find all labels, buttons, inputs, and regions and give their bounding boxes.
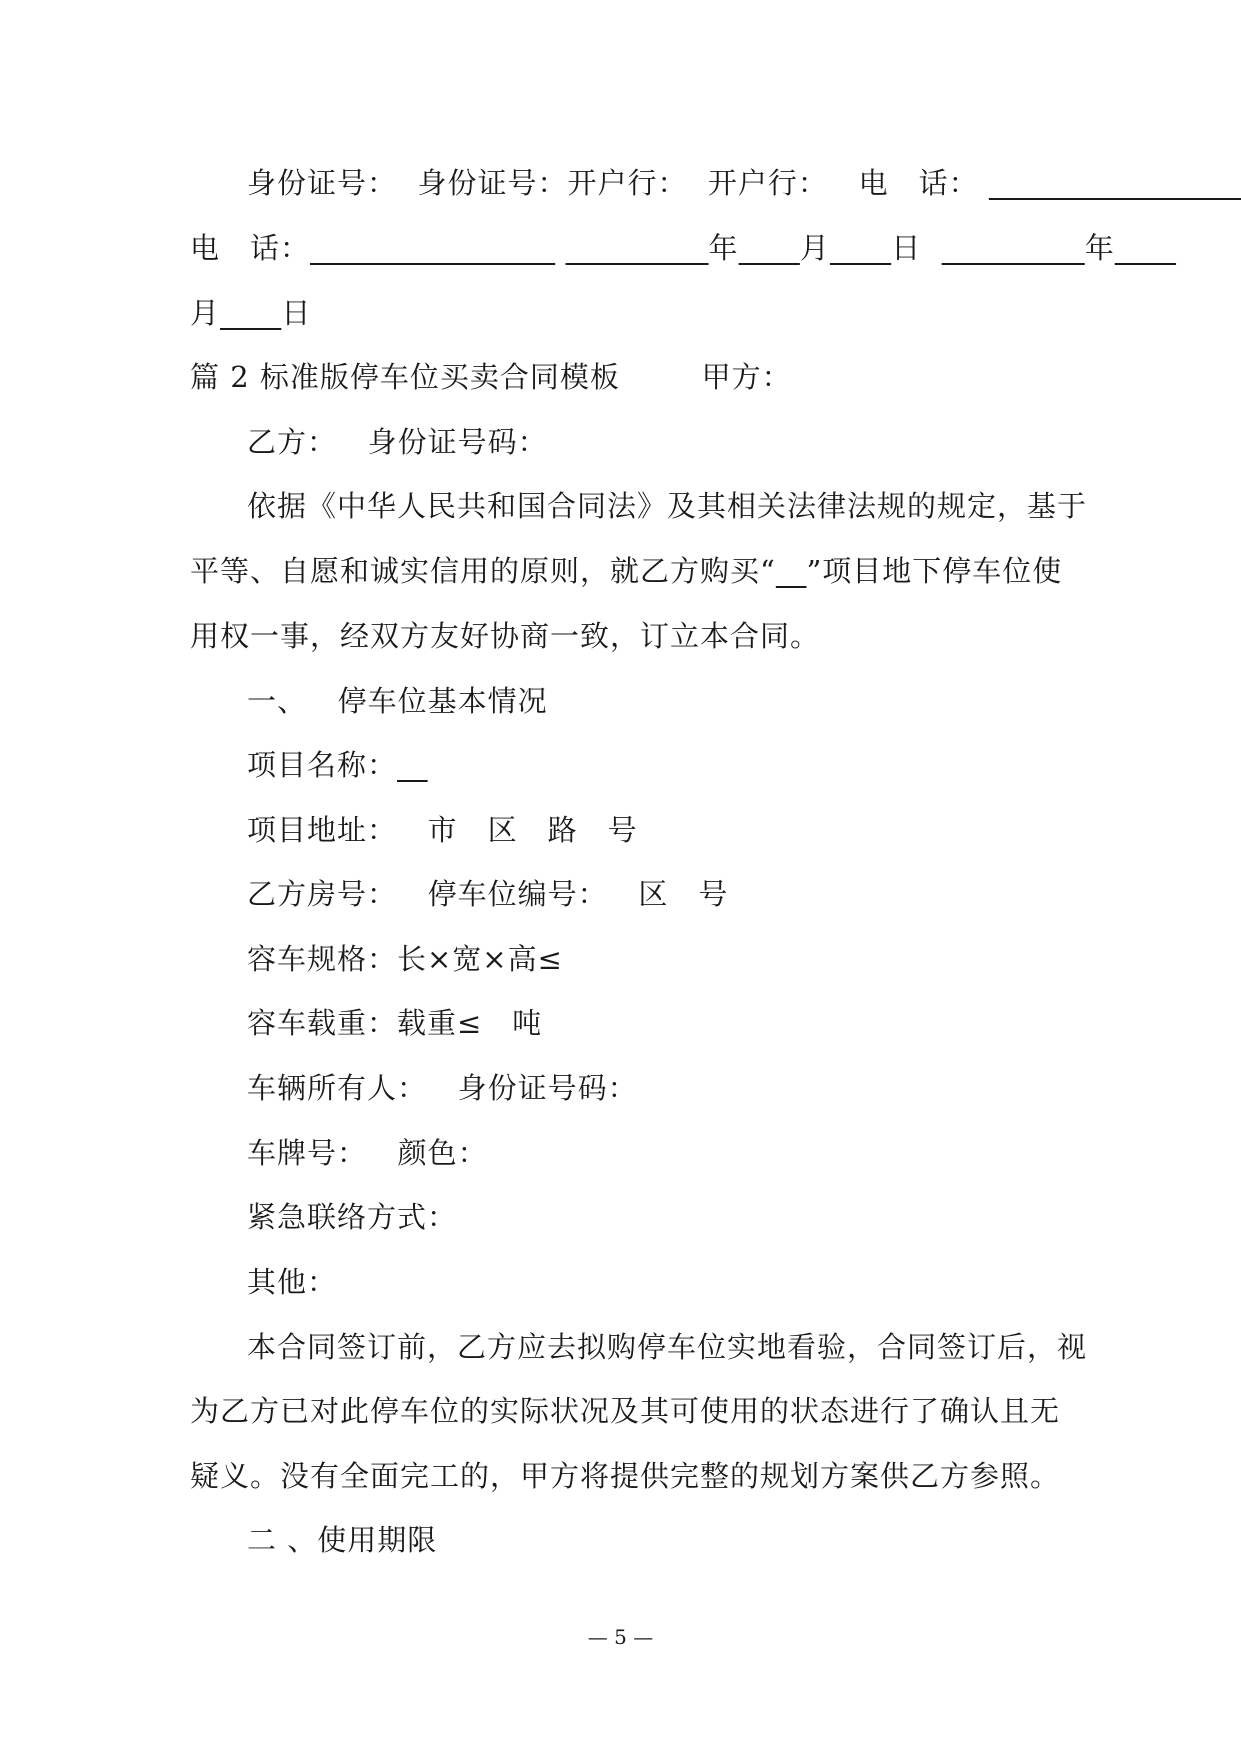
- intro-line-1: [247, 486, 1087, 526]
- para2-text-3: 疑义。没有全面完工的，甲方将提供完整的规划方案供乙方参照。: [190, 1459, 1061, 1493]
- other-label: 其他：: [247, 1265, 338, 1299]
- space-number-label: 停车位编号：: [427, 877, 608, 911]
- year-label: 年: [708, 231, 739, 265]
- section-2-heading: [247, 1520, 437, 1560]
- day-blank-2: [220, 296, 281, 330]
- intro-text-2b: ”项目地下停车位使: [806, 554, 1063, 588]
- field-spec: [247, 939, 563, 979]
- section-2-title: 二 、使用期限: [247, 1523, 438, 1557]
- phone-label-b: 电 话：: [190, 231, 311, 265]
- contract-heading: [190, 357, 792, 397]
- field-load: [247, 1003, 542, 1043]
- project-name-blank-inline: [776, 554, 807, 588]
- bank-label: 开户行：: [707, 166, 828, 200]
- spec-text: 容车规格：长×宽×高≤: [247, 942, 563, 976]
- project-address-values: 市 区 路 号: [427, 813, 638, 847]
- page-number: — 5 —: [587, 1625, 654, 1649]
- section-1-title: 停车位基本情况: [337, 684, 548, 718]
- color-label: 颜色：: [397, 1136, 488, 1170]
- field-project-address: [247, 810, 638, 850]
- party-b-id-label: 身份证号码：: [367, 425, 548, 459]
- para2-text-2: 为乙方已对此停车位的实际状况及其可使用的状态进行了确认且无: [190, 1394, 1061, 1428]
- intro-line-3: [190, 616, 820, 656]
- project-address-label: 项目地址：: [247, 813, 398, 847]
- owner-id-label: 身份证号码：: [457, 1071, 638, 1105]
- space-number-values: 区 号: [638, 877, 729, 911]
- intro-text-2a: 平等、自愿和诚实信用的原则，就乙方购买“: [190, 554, 776, 588]
- para2-text-1: 本合同签订前，乙方应去拟购停车位实地看验，合同签订后，视: [247, 1330, 1088, 1364]
- para2-line-1: [247, 1327, 1087, 1367]
- year-blank-2: [942, 231, 1085, 265]
- para2-line-3: [190, 1456, 1060, 1496]
- intro-line-2: [190, 551, 1062, 591]
- para2-line-2: [190, 1391, 1060, 1431]
- id-label-a: 身份证号：: [247, 166, 398, 200]
- day-blank: [830, 231, 891, 265]
- party-a-label: 甲方：: [701, 360, 792, 394]
- phone-blank-b: [310, 231, 555, 265]
- phone-blank: [989, 166, 1241, 200]
- id-bank-label: 身份证号：开户行：: [417, 166, 688, 200]
- month-blank-2: [1115, 231, 1176, 265]
- year-label-2: 年: [1084, 231, 1115, 265]
- month-label: 月: [799, 231, 830, 265]
- intro-text-1: 依据《中华人民共和国合同法》及其相关法律法规的规定，基于: [247, 489, 1088, 523]
- plate-label: 车牌号：: [247, 1136, 368, 1170]
- month-blank: [739, 231, 800, 265]
- day-label-2: 日: [281, 296, 312, 330]
- field-contact: [247, 1197, 457, 1237]
- field-other: [247, 1262, 337, 1302]
- text-line-id-bank-phone: [247, 163, 1241, 203]
- project-name-label: 项目名称：: [247, 748, 398, 782]
- field-project-name: [247, 745, 428, 785]
- text-line-phone-date: [190, 228, 1176, 268]
- day-label: 日: [891, 231, 922, 265]
- load-text: 容车载重：载重≤ 吨: [247, 1006, 543, 1040]
- month-label-2: 月: [190, 296, 221, 330]
- owner-label: 车辆所有人：: [247, 1071, 428, 1105]
- field-room-space: [247, 874, 728, 914]
- section-1-number: 一、: [247, 684, 308, 718]
- year-blank: [565, 231, 708, 265]
- phone-label: 电 话：: [858, 166, 979, 200]
- party-b-line: [247, 422, 548, 462]
- text-line-month-day: [190, 293, 311, 333]
- contact-label: 紧急联络方式：: [247, 1200, 458, 1234]
- section-1-heading: [247, 681, 548, 721]
- project-name-blank: [397, 748, 428, 782]
- contract-title: 篇 2 标准版停车位买卖合同模板: [190, 360, 620, 394]
- field-owner: [247, 1068, 638, 1108]
- party-b-label: 乙方：: [247, 425, 338, 459]
- intro-text-3: 用权一事，经双方友好协商一致，订立本合同。: [190, 619, 821, 653]
- room-number-label: 乙方房号：: [247, 877, 398, 911]
- field-plate-color: [247, 1133, 488, 1173]
